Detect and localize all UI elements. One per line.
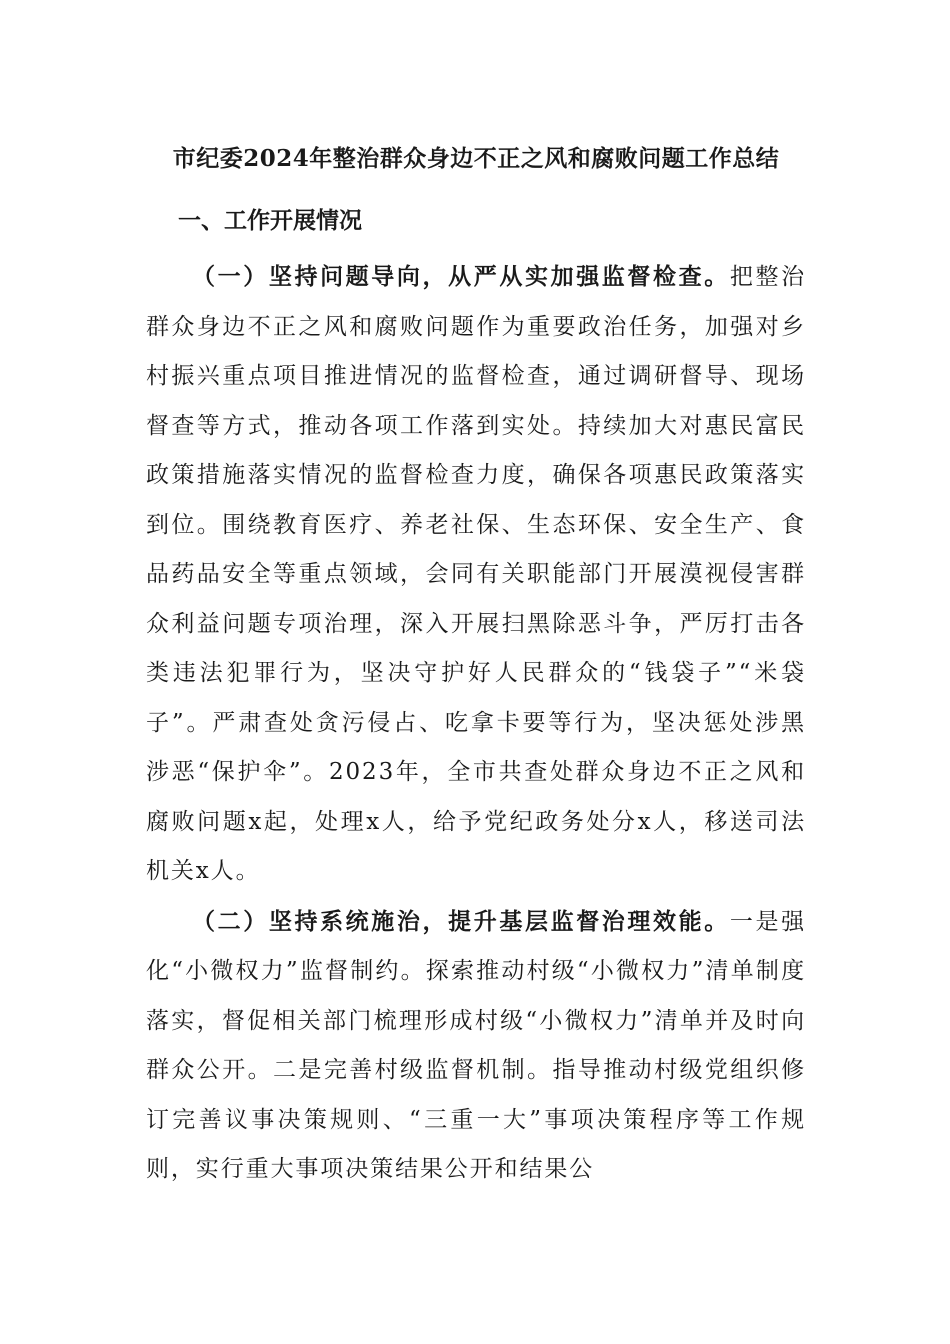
section-heading: 一、工作开展情况 bbox=[178, 207, 362, 234]
paragraph-2-body: 一是强化“小微权力”监督制约。探索推动村级“小微权力”清单制度落实，督促相关部门梳理形成村级“小微权力”清单并及时向群众公开。二是完善村级监督机制。指导推动村级党组织修订完善议事决策规则、“三重一大”事项决策程序等工作规则，实行重大事项决策结果公开和结果公 bbox=[146, 908, 807, 1182]
paragraph-2-lead: （二）坚持系统施治，提升基层监督治理效能。 bbox=[192, 907, 730, 935]
paragraph-2 bbox=[146, 897, 806, 1195]
document-title: 市纪委2024年整治群众身边不正之风和腐败问题工作总结 bbox=[172, 145, 780, 172]
paragraph-1 bbox=[146, 252, 806, 897]
paragraph-1-body: 把整治群众身边不正之风和腐败问题作为重要政治任务，加强对乡村振兴重点项目推进情况的监督检查，通过调研督导、现场督查等方式，推动各项工作落到实处。持续加大对惠民富民政策措施落实情况的监督检查力度，确保各项惠民政策落实到位。围绕教育医疗、养老社保、生态环保、安全生产、食品药品安全等重点领域，会同有关职能部门开展漠视侵害群众利益问题专项治理，深入开展扫黑除恶斗争，严厉打击各类违法犯罪行为，坚决守护好人民群众的“钱袋子”“米袋子”。严肃查处贪污侵占、吃拿卡要等行为，坚决惩处涉黑涉恶“保护伞”。2023年，全市共查处群众身边不正之风和腐败问题x起，处理x人，给予党纪政务处分x人，移送司法机关x人。 bbox=[146, 264, 807, 884]
paragraph-1-lead: （一）坚持问题导向，从严从实加强监督检查。 bbox=[192, 263, 730, 290]
document-page bbox=[146, 130, 806, 1195]
